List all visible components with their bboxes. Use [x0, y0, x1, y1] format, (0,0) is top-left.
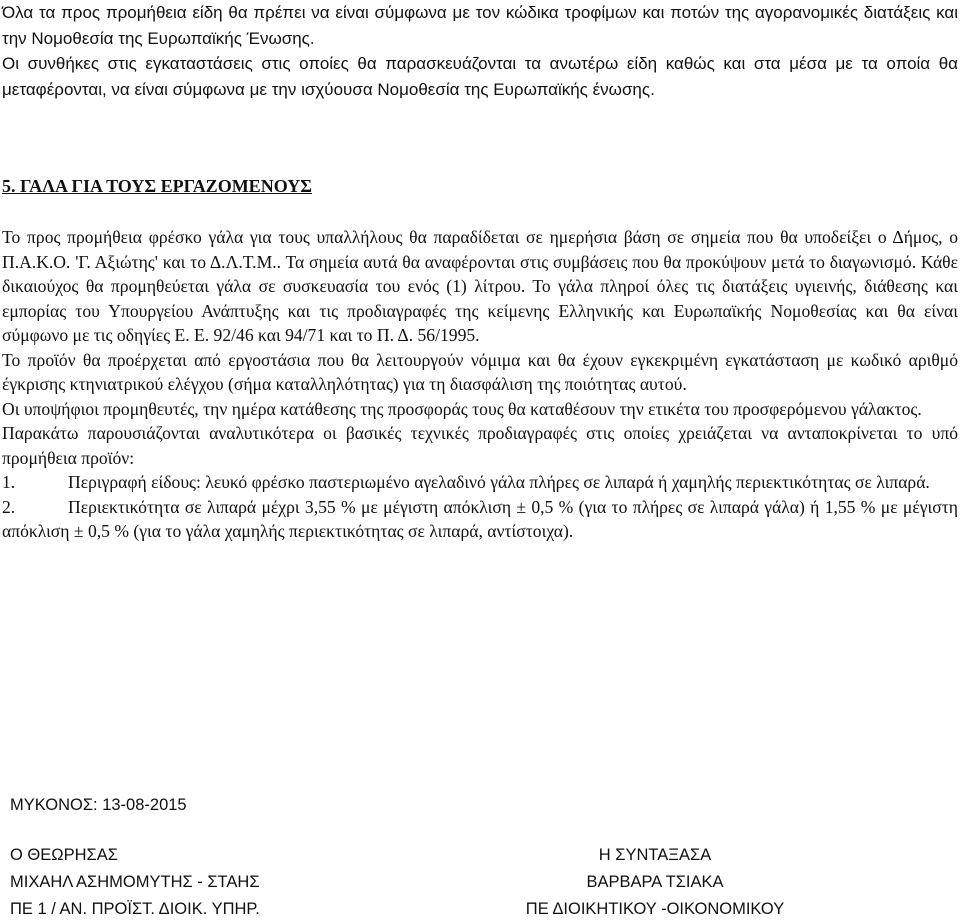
- signature-date: ΜΥΚΟΝΟΣ: 13-08-2015: [10, 796, 187, 814]
- intro-paragraph-1: Όλα τα προς προμήθεια είδη θα πρέπει να είναι σύμφωνα με τον κώδικα τροφίμων και ποτών της αγορανομικές διατάξεις και την Νομοθεσία της Ευρωπαϊκής Ένωσης.: [2, 3, 958, 48]
- intro-text: [2, 0, 958, 102]
- list-item: [2, 495, 958, 544]
- list-item: [2, 470, 958, 495]
- list-item-text: Περιγραφή είδους: λευκό φρέσκο παστεριωμένο αγελαδινό γάλα πλήρες σε λιπαρά ή χαμηλής περιεκτικότητας σε λιπαρά.: [68, 472, 930, 492]
- body-paragraph-1: Το προς προμήθεια φρέσκο γάλα για τους υπαλλήλους θα παραδίδεται σε ημερήσια βάση σε σημεία που θα υποδείξει ο Δήμος, ο Π.Α.Κ.Ο. 'Γ. Αξιώτης' και το Δ.Λ.Τ.Μ.. Τα σημεία αυτά θα αναφέρονται στις συμβάσεις που θα προκύψουν μετά το διαγωνισμό. Κάθε δικαιούχος θα προμηθεύεται γάλα σε συσκευασία του ενός (1) λίτρου. Το γάλα πληροί όλες τις διατάξεις υγιεινής, διάθεσης και εμπορίας του Υπουργείου Ανάπτυξης και τις προδιαγραφές της κείμενης Ελληνικής και Ευρωπαϊκής Νομοθεσίας και θα είναι σύμφωνο με τις οδηγίες Ε. Ε. 92/46 και 94/71 και το Π. Δ. 56/1995.: [2, 227, 958, 345]
- right-signer-title: ΠΕ ΔΙΟΙΚΗΤΙΚΟΥ -ΟΙΚΟΝΟΜΙΚΟΥ: [525, 900, 785, 918]
- body-paragraph-2: Το προϊόν θα προέρχεται από εργοστάσια που θα λειτουργούν νόμιμα και θα έχουν εγκεκριμένη εγκατάσταση με κωδικό αριθμό έγκρισης κτηνιατρικού ελέγχου (σήμα καταλληλότητας) για τη διασφάλιση της ποιότητας αυτού.: [2, 349, 958, 394]
- right-signer-role: Η ΣΥΝΤΑΞΑΣΑ: [598, 846, 712, 864]
- list-item-number: 2.: [2, 496, 16, 517]
- right-signer-name: ΒΑΡΒΑΡΑ ΤΣΙΑΚΑ: [586, 873, 724, 891]
- left-signer-role: Ο ΘΕΩΡΗΣΑΣ: [10, 846, 118, 864]
- body-paragraph-4: Παρακάτω παρουσιάζονται αναλυτικότερα οι βασικές τεχνικές προδιαγραφές στις οποίες χρειάζεται να ανταποκρίνεται το υπό προμήθεια προϊόν:: [2, 423, 958, 468]
- section-body: [2, 225, 958, 544]
- intro-paragraph-2: Οι συνθήκες στις εγκαταστάσεις στις οποίες θα παρασκευάζονται τα ανωτέρω είδη καθώς και στα μέσα με τα οποία θα μεταφέρονται, να είναι σύμφωνα με την ισχύουσα Νομοθεσία της Ευρωπαϊκής ένωσης.: [2, 54, 958, 99]
- section-title: 5. ΓΑΛΑ ΓΙΑ ΤΟΥΣ ΕΡΓΑΖΟΜΕΝΟΥΣ: [2, 176, 312, 196]
- left-signer-title: ΠΕ 1 / ΑΝ. ΠΡΟΪΣΤ. ΔΙΟΙΚ. ΥΠΗΡ.: [10, 900, 260, 918]
- body-paragraph-3: Οι υποψήφιοι προμηθευτές, την ημέρα κατάθεσης της προσφοράς τους θα καταθέσουν την ετικέτα του προσφερόμενου γάλακτος.: [2, 398, 922, 419]
- left-signer-name: ΜΙΧΑΗΛ ΑΣΗΜΟΜΥΤΗΣ - ΣΤΑΗΣ: [10, 873, 260, 891]
- list-item-number: 1.: [2, 472, 16, 492]
- list-item-text: Περιεκτικότητα σε λιπαρά μέχρι 3,55 % με μέγιστη απόκλιση ± 0,5 % (για το πλήρες σε λιπαρά γάλα) ή 1,55 % με μέγιστη απόκλιση ± 0,5 % (για το γάλα χαμηλής περιεκτικότητας σε λιπαρά, αντίστοιχα).: [2, 496, 958, 541]
